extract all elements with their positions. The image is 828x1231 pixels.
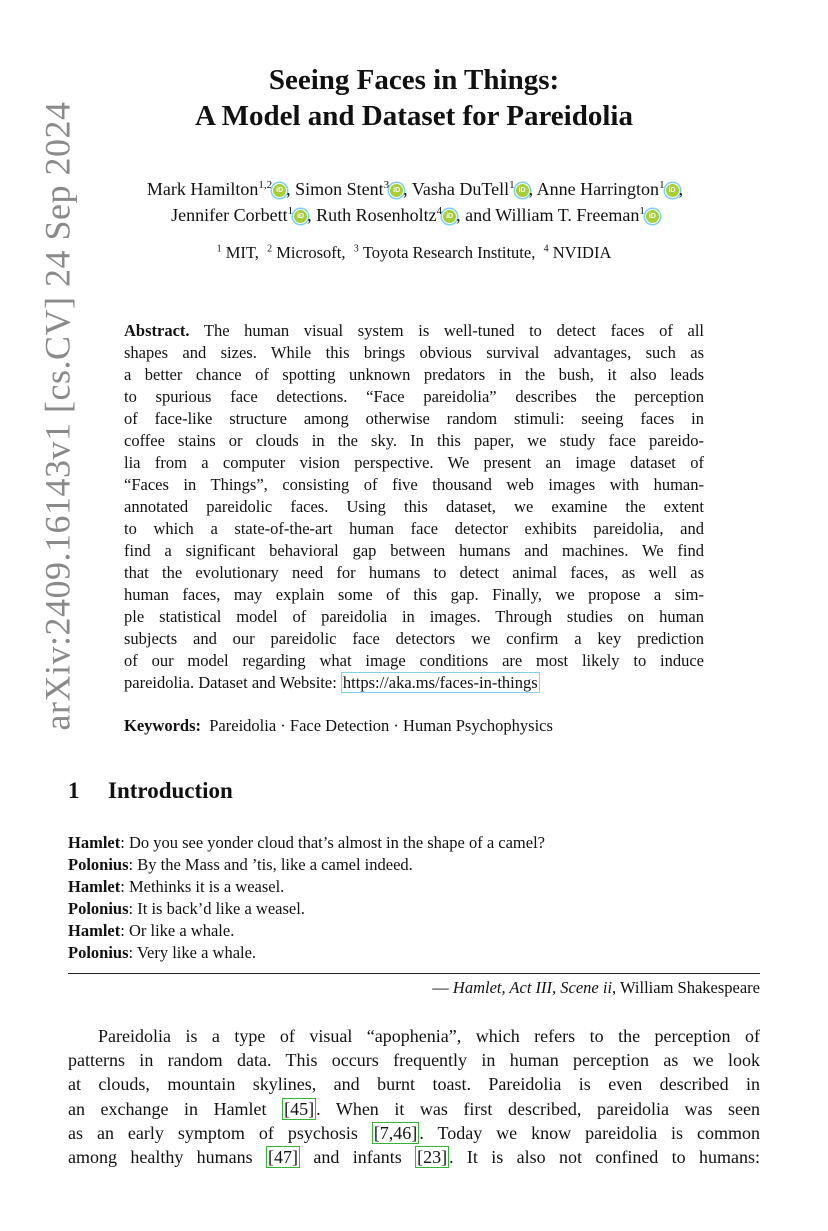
author-name: Ruth Rosenholtz$^4$ iD , and [316,205,496,225]
orcid-icon[interactable]: iD [646,210,659,223]
abstract-line: find a significant behavioral gap between humans and machines. We find [124,541,704,560]
abstract-line: of face-like structure among otherwise random stimuli: seeing faces in [124,409,704,428]
citation-author: , William Shakespeare [612,978,760,997]
abstract [124,320,704,694]
abstract-line: annotated pareidolic faces. Using this dataset, we examine the extent [124,497,704,516]
affiliation-nvidia: NVIDIA [552,243,612,262]
abstract-line: a better chance of spotting unknown predators in the bush, it also leads [124,365,704,384]
title-line-1: Seeing Faces in Things: [268,64,560,96]
abstract-line: “Faces in Things”, consisting of five thousand web images with human- [124,475,704,494]
abstract-line: lia from a computer vision perspective. We present an image dataset of [124,453,704,472]
abstract-line: pareidolia. Dataset and Website: https://aka.ms/faces-in-things [124,673,538,692]
section-number: 1 [68,778,80,803]
arxiv-identifier-stamp [34,66,80,766]
citation-link[interactable]: [45] [284,1098,315,1119]
abstract-line: that the evolutionary need for humans to detect animal faces, as well as [124,563,704,582]
epigraph-divider [68,973,760,974]
section-heading-introduction [68,776,233,806]
citation-link[interactable]: [7,46] [373,1122,418,1143]
body-line: Pareidolia is a type of visual “apophenia”, which refers to the perception of [98,1026,760,1046]
hamlet-epigraph [68,832,768,964]
dialogue-line: Hamlet: Or like a whale. [68,921,235,940]
abstract-line: Abstract. The human visual system is well-tuned to detect faces of all [124,321,704,340]
dialogue-line: Hamlet: Methinks it is a weasel. [68,877,285,896]
orcid-icon[interactable]: iD [390,184,403,197]
dialogue-line: Polonius: It is back’d like a weasel. [68,899,305,918]
keywords-text: Pareidolia · Face Detection · Human Psychophysics [209,716,553,735]
abstract-line: coffee stains or clouds in the sky. In this paper, we study face pareido- [124,431,704,450]
abstract-line: shapes and sizes. While this brings obvious survival advantages, such as [124,343,704,362]
dataset-website-link[interactable]: https://aka.ms/faces-in-things [342,673,538,692]
keywords [124,715,744,737]
affiliation-toyota: Toyota Research Institute, [362,243,536,262]
epigraph-citation: — Hamlet, Act III, Scene ii, William Shakespeare [432,978,760,997]
author-name: Simon Stent$^3$ iD , [295,179,412,199]
author-line-2 [70,202,760,228]
title-line-2: A Model and Dataset for Pareidolia [195,100,633,132]
orcid-icon[interactable]: iD [273,184,286,197]
body-line: patterns in random data. This occurs frequently in human perception as we look [68,1050,760,1071]
paper-title [0,62,828,134]
author-name: Vasha DuTell$^1$ iD , [411,179,537,199]
orcid-icon[interactable]: iD [516,184,529,197]
abstract-line: ple statistical model of pareidolia in images. Through studies on human [124,607,704,626]
affiliations: $^1$ MIT, $^2$ Microsoft, $^3$ Toyota Research Institute, $^4$ NVIDIA [216,243,612,262]
abstract-line: human faces, may explain some of this gap. Finally, we propose a sim- [124,585,704,604]
body-line: an exchange in Hamlet [45] . When it was first described, pareidolia was seen [68,1098,760,1119]
citation-work: Hamlet, Act III, Scene ii [452,978,613,997]
author-name: Mark Hamilton$^{1,2}$ iD , [146,179,296,199]
orcid-icon[interactable]: iD [666,184,679,197]
author-list [70,176,760,228]
dialogue-line: Polonius: By the Mass and ’tis, like a camel indeed. [68,855,413,874]
abstract-label: Abstract. [124,321,190,340]
introduction-body [68,1024,760,1169]
dialogue-line: Hamlet: Do you see yonder cloud that’s almost in the shape of a camel? [68,833,545,852]
section-title: Introduction [108,778,233,803]
abstract-line: to spurious face detections. “Face pareidolia” describes the perception [124,387,704,406]
arxiv-identifier-text: arXiv:2409.16143v1 [cs.CV] 24 Sep 2024 [37,101,78,731]
abstract-line: to which a state-of-the-art human face detector exhibits pareidolia, and [124,519,704,538]
orcid-icon[interactable]: iD [443,210,456,223]
affiliation-microsoft: Microsoft, [276,243,346,262]
author-name: William T. Freeman$^1$ iD [495,205,659,225]
body-line: among healthy humans [47] and infants [23] . It is also not confined to humans: [68,1147,761,1168]
keywords-label: Keywords: [124,716,201,735]
citation-link[interactable]: [23] [417,1147,448,1168]
affiliation-mit: MIT, [225,243,259,262]
body-line: at clouds, mountain skylines, and burnt toast. Pareidolia is even described in [68,1074,760,1095]
author-name: Anne Harrington$^1$ iD , [536,179,684,199]
dialogue-line: Polonius: Very like a whale. [68,943,257,962]
author-name: Jennifer Corbett$^1$ iD , [171,205,317,225]
citation-link[interactable]: [47] [268,1147,299,1168]
author-line-1 [70,176,760,202]
abstract-line: of our model regarding what image conditions are most likely to induce [124,651,704,670]
body-line: as an early symptom of psychosis [7,46] . Today we know pareidolia is common [68,1122,760,1143]
orcid-icon[interactable]: iD [294,210,307,223]
abstract-line: subjects and our pareidolic face detectors we confirm a key prediction [124,629,704,648]
